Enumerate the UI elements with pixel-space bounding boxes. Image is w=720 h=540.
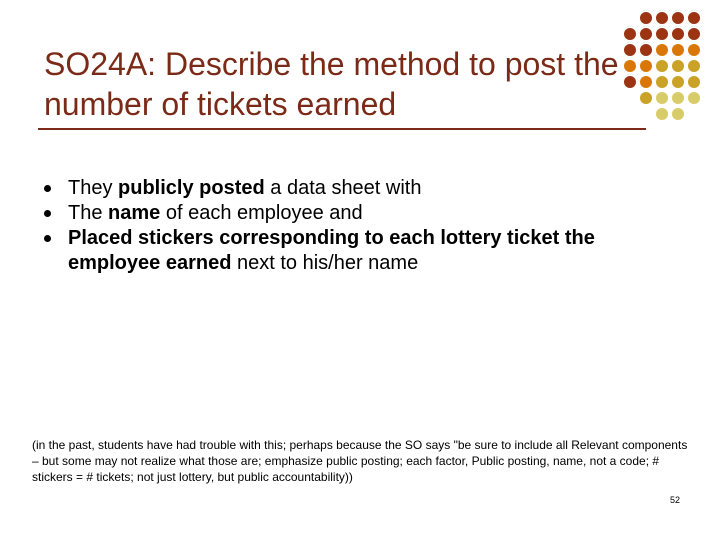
decorative-dot bbox=[640, 28, 652, 40]
decorative-dot bbox=[672, 76, 684, 88]
decorative-dot bbox=[672, 108, 684, 120]
decorative-dot bbox=[672, 28, 684, 40]
decorative-dot bbox=[688, 12, 700, 24]
page-number: 52 bbox=[669, 495, 680, 505]
decorative-dot bbox=[656, 12, 668, 24]
bullet-text: publicly posted bbox=[118, 177, 265, 199]
slide-title: SO24A: Describe the method to post the number of tickets earned bbox=[44, 46, 619, 122]
bullet-text: The bbox=[68, 202, 109, 224]
bullet-text: a data sheet with bbox=[264, 177, 422, 199]
decorative-dot bbox=[656, 92, 668, 104]
bullet-dot-icon bbox=[44, 185, 51, 192]
bullet-item bbox=[44, 176, 684, 201]
speaker-note: (in the past, students have had trouble with this; perhaps because the SO says "be sure to include all Relevant components – but some may not realize what those are; emphasize public posting; each factor, Public posting, name, not a code; # stickers = # tickets; not just lottery, but public accountability)) bbox=[32, 438, 688, 484]
decorative-dot bbox=[656, 76, 668, 88]
decorative-dot bbox=[672, 60, 684, 72]
decorative-dot bbox=[688, 92, 700, 104]
decorative-dot bbox=[688, 60, 700, 72]
decorative-dot bbox=[688, 76, 700, 88]
decorative-dot bbox=[688, 44, 700, 56]
decorative-dot bbox=[688, 28, 700, 40]
decorative-dot bbox=[672, 12, 684, 24]
bullet-dot-icon bbox=[44, 235, 51, 242]
decorative-dot bbox=[656, 44, 668, 56]
decorative-dot bbox=[656, 108, 668, 120]
bullet-text: name bbox=[108, 202, 161, 224]
bullet-item bbox=[44, 201, 684, 226]
decorative-dot bbox=[640, 12, 652, 24]
bullet-text: next to his/her name bbox=[231, 252, 419, 274]
decorative-dot bbox=[672, 44, 684, 56]
bullet-dot-icon bbox=[44, 210, 51, 217]
decorative-dot bbox=[656, 60, 668, 72]
decorative-dot bbox=[672, 92, 684, 104]
bullet-text: Placed stickers corresponding to each lottery ticket the employee earned bbox=[68, 227, 595, 274]
bullet-text: They bbox=[68, 177, 119, 199]
bullet-list bbox=[44, 176, 684, 276]
bullet-text: of each employee and bbox=[160, 202, 363, 224]
title-underline bbox=[38, 128, 646, 130]
decorative-dot bbox=[624, 28, 636, 40]
bullet-item bbox=[44, 226, 684, 276]
decorative-dot bbox=[656, 28, 668, 40]
